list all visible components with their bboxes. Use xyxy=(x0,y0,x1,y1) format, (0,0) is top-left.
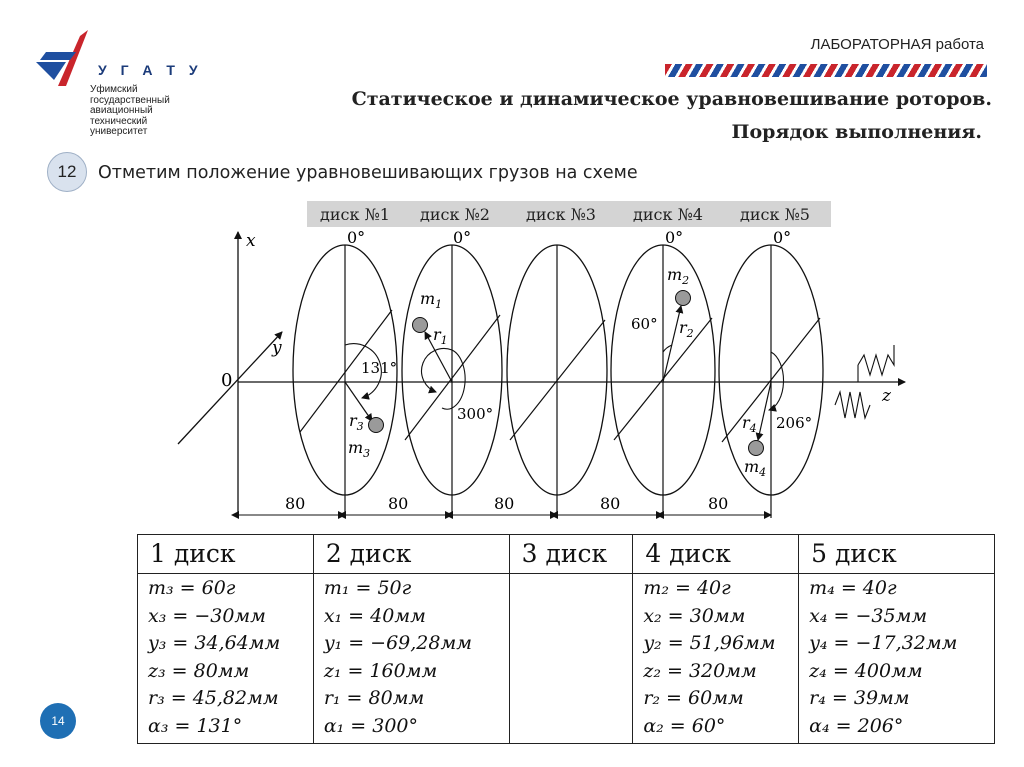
mass-m4 xyxy=(749,441,764,456)
table-header: 4 диск xyxy=(633,535,799,574)
disk-label: диск №4 xyxy=(633,205,703,224)
step-text: Отметим положение уравновешивающих грузов на схеме xyxy=(98,163,638,183)
axis-y-label: y xyxy=(272,338,282,358)
table-row xyxy=(138,574,995,744)
page-subtitle: Порядок выполнения. xyxy=(731,121,982,143)
spacing-label: 80 xyxy=(600,494,621,513)
disk-label: диск №5 xyxy=(740,205,810,224)
table-cell-disk1: m₃ = 60г x₃ = −30мм y₃ = 34,64мм z₃ = 80мм r₃ = 45,82мм α₃ = 131° xyxy=(138,574,314,744)
logo-name: У Г А Т У xyxy=(98,62,203,78)
table-cell-disk2: m₁ = 50г x₁ = 40мм y₁ = −69,28мм z₁ = 160мм r₁ = 80мм α₁ = 300° xyxy=(313,574,509,744)
disk-label: диск №1 xyxy=(320,205,390,224)
table-cell-disk5: m₄ = 40г x₄ = −35мм y₄ = −17,32мм z₄ = 400мм r₄ = 39мм α₄ = 206° xyxy=(799,574,995,744)
zero-label: 0° xyxy=(453,228,472,247)
table-cell-disk4: m₂ = 40г x₂ = 30мм y₂ = 51,96мм z₂ = 320мм r₂ = 60мм α₂ = 60° xyxy=(633,574,799,744)
zero-label: 0° xyxy=(347,228,366,247)
mass-m1 xyxy=(413,318,428,333)
disk-label: диск №3 xyxy=(526,205,596,224)
svg-text:r1: $r_1$ xyxy=(433,325,448,347)
angle-label-60: 60° xyxy=(631,315,658,333)
spacing-label: 80 xyxy=(708,494,729,513)
svg-text:m2: $m_2$ xyxy=(667,265,690,287)
axis-x-label: x xyxy=(246,231,256,251)
table-header: 5 диск xyxy=(799,535,995,574)
step-number-badge: 12 xyxy=(47,152,87,192)
spacing-label: 80 xyxy=(494,494,515,513)
svg-text:m4: $m_4$ xyxy=(744,457,767,479)
angle-label-300: 300° xyxy=(457,405,494,423)
lab-label: ЛАБОРАТОРНАЯ работа xyxy=(810,36,984,53)
angle-arc-300 xyxy=(442,350,465,409)
spacing-label: 80 xyxy=(388,494,409,513)
page-number-badge: 14 xyxy=(40,703,76,739)
table-cell-disk3 xyxy=(509,574,633,744)
spacing-label: 80 xyxy=(285,494,306,513)
table-header: 2 диск xyxy=(313,535,509,574)
svg-text:r2: $r_2$ xyxy=(679,318,694,340)
table-header: 1 диск xyxy=(138,535,314,574)
zero-label: 0° xyxy=(773,228,792,247)
disk-parameters-table xyxy=(137,534,995,744)
disk-label: диск №2 xyxy=(420,205,490,224)
svg-text:r3: $r_3$ xyxy=(349,411,364,433)
mass-m3 xyxy=(369,418,384,433)
table-header: 3 диск xyxy=(509,535,633,574)
mass-m2 xyxy=(676,291,691,306)
angle-label-206: 206° xyxy=(776,414,813,432)
axis-z-label: z xyxy=(882,386,891,406)
angle-label-131: 131° xyxy=(361,359,398,377)
zero-label: 0° xyxy=(665,228,684,247)
svg-text:m3: $m_3$ xyxy=(348,438,371,460)
origin-label: 0 xyxy=(221,370,233,391)
page-title: Статическое и динамическое уравновешивание роторов. xyxy=(351,88,992,110)
svg-text:r4: $r_4$ xyxy=(742,413,757,435)
university-name: Уфимский государственный авиационный технический университет xyxy=(90,84,170,137)
radius-r4 xyxy=(758,382,771,440)
svg-text:m1: $m_1$ xyxy=(420,289,443,311)
